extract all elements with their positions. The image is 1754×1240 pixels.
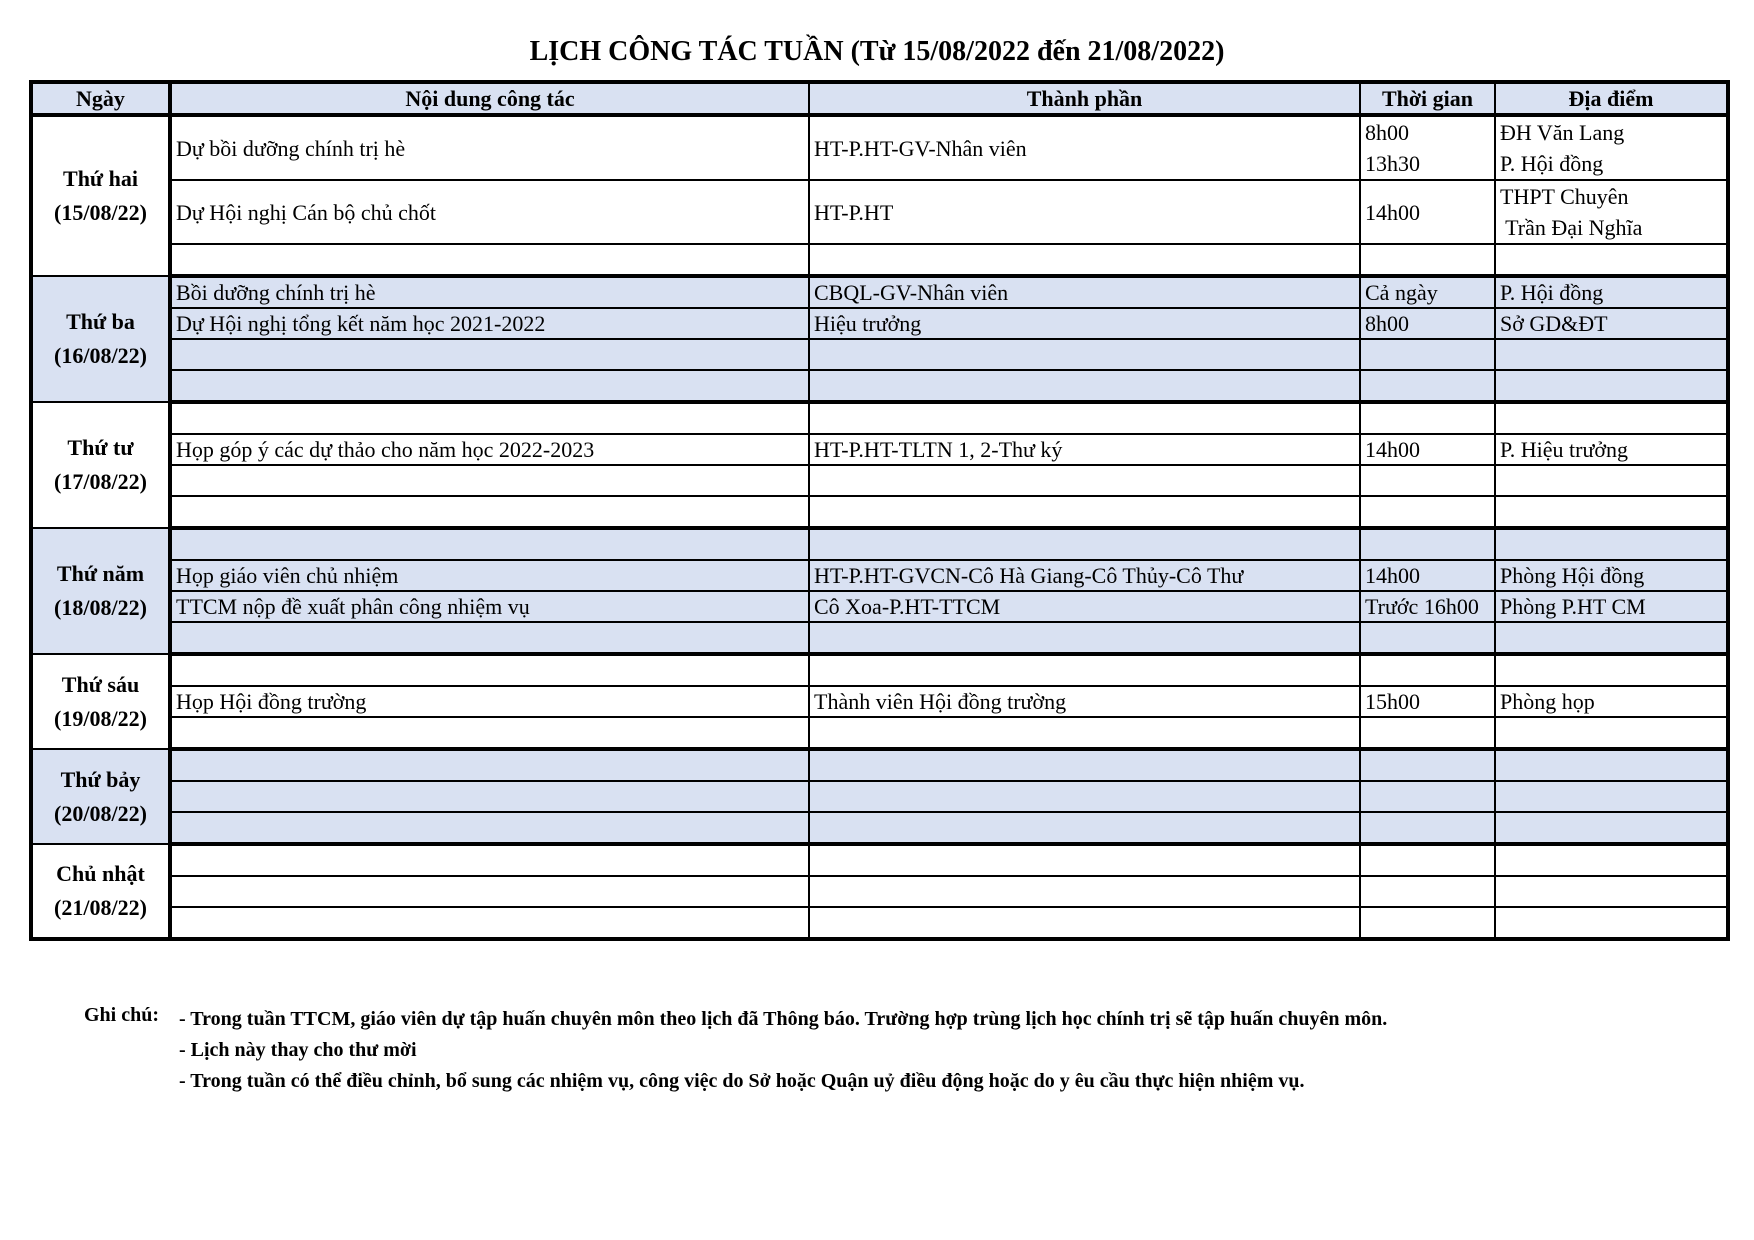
participants-cell — [809, 717, 1360, 749]
location-cell-line: Sở GD&ĐT — [1500, 311, 1608, 336]
content-cell: Dự Hội nghị tổng kết năm học 2021-2022 — [170, 308, 809, 339]
location-cell — [1495, 717, 1728, 749]
location-cell — [1495, 622, 1728, 654]
time-cell — [1360, 434, 1495, 465]
location-cell — [1495, 812, 1728, 844]
participants-cell — [809, 781, 1360, 812]
location-cell — [1495, 402, 1728, 434]
participants-cell — [809, 370, 1360, 402]
participants-cell: Thành viên Hội đồng trường — [809, 686, 1360, 717]
day-cell — [31, 844, 170, 939]
time-cell — [1360, 560, 1495, 591]
content-cell — [170, 496, 809, 528]
schedule-row — [31, 528, 1728, 560]
time-cell — [1360, 180, 1495, 244]
location-cell-line: P. Hội đồng — [1500, 151, 1604, 176]
content-cell: Dự Hội nghị Cán bộ chủ chốt — [170, 180, 809, 244]
time-cell — [1360, 686, 1495, 717]
schedule-row — [31, 622, 1728, 654]
time-cell-line: Cả ngày — [1365, 280, 1438, 305]
schedule-body — [31, 115, 1728, 939]
schedule-row — [31, 308, 1728, 339]
schedule-row — [31, 339, 1728, 370]
time-cell — [1360, 654, 1495, 686]
time-cell-line: 8h00 — [1365, 311, 1409, 336]
location-cell — [1495, 876, 1728, 907]
schedule-row — [31, 402, 1728, 434]
location-cell-line: Phòng P.HT CM — [1500, 594, 1646, 619]
content-cell — [170, 907, 809, 939]
content-cell: Dự bồi dưỡng chính trị hè — [170, 115, 809, 180]
header-row — [31, 82, 1728, 115]
participants-cell — [809, 622, 1360, 654]
time-cell-line: 8h00 — [1365, 120, 1409, 145]
day-date: (15/08/22) — [54, 200, 147, 225]
location-cell-line: P. Hiệu trưởng — [1500, 437, 1629, 462]
location-cell — [1495, 465, 1728, 496]
time-cell — [1360, 339, 1495, 370]
participants-cell — [809, 654, 1360, 686]
time-cell — [1360, 591, 1495, 622]
content-cell — [170, 370, 809, 402]
schedule-row — [31, 591, 1728, 622]
schedule-row — [31, 465, 1728, 496]
day-name: Thứ ba — [66, 309, 135, 334]
location-cell — [1495, 308, 1728, 339]
day-name: Thứ bảy — [60, 766, 141, 792]
day-name: Thứ tư — [67, 435, 134, 460]
content-cell — [170, 339, 809, 370]
time-cell — [1360, 749, 1495, 781]
schedule-row — [31, 370, 1728, 402]
schedule-row — [31, 876, 1728, 907]
note-item: - Trong tuần có thể điều chỉnh, bổ sung các nhiệm vụ, công việc do Sở hoặc Quận uỷ điều động hoặc do y êu cầu thực hiện nhiệm vụ. — [179, 1070, 1305, 1092]
location-cell — [1495, 370, 1728, 402]
participants-cell: HT-P.HT-GV-Nhân viên — [809, 115, 1360, 180]
day-name: Thứ hai — [63, 166, 138, 191]
note-item: - Trong tuần TTCM, giáo viên dự tập huấn chuyên môn theo lịch đã Thông báo. Trường hợp trùng lịch học chính trị sẽ tập huấn chuyên môn. — [179, 1008, 1388, 1030]
header-location: Địa điểm — [1495, 82, 1728, 115]
schedule-row — [31, 907, 1728, 939]
schedule-row — [31, 812, 1728, 844]
location-cell — [1495, 560, 1728, 591]
content-cell — [170, 844, 809, 876]
day-cell — [31, 276, 170, 402]
content-cell — [170, 402, 809, 434]
location-cell — [1495, 180, 1728, 244]
note-item: - Lịch này thay cho thư mời — [179, 1039, 417, 1061]
day-date: (21/08/22) — [54, 895, 147, 920]
header-participants: Thành phần — [809, 82, 1360, 115]
schedule-table — [29, 80, 1730, 941]
time-cell — [1360, 308, 1495, 339]
day-date: (18/08/22) — [54, 595, 147, 620]
content-cell — [170, 717, 809, 749]
content-cell — [170, 876, 809, 907]
schedule-row — [31, 749, 1728, 781]
time-cell — [1360, 465, 1495, 496]
time-cell — [1360, 622, 1495, 654]
participants-cell — [809, 907, 1360, 939]
header-content: Nội dung công tác — [170, 82, 809, 115]
schedule-row — [31, 844, 1728, 876]
time-cell-line: Trước 16h00 — [1365, 594, 1479, 619]
schedule-row — [31, 560, 1728, 591]
location-cell — [1495, 276, 1728, 308]
participants-cell — [809, 844, 1360, 876]
schedule-row — [31, 717, 1728, 749]
time-cell — [1360, 496, 1495, 528]
schedule-row — [31, 781, 1728, 812]
schedule-row — [31, 180, 1728, 244]
time-cell-line: 14h00 — [1365, 437, 1420, 462]
participants-cell — [809, 339, 1360, 370]
time-cell — [1360, 812, 1495, 844]
location-cell — [1495, 115, 1728, 180]
participants-cell — [809, 812, 1360, 844]
location-cell — [1495, 528, 1728, 560]
schedule-row — [31, 686, 1728, 717]
content-cell — [170, 812, 809, 844]
page-title: LỊCH CÔNG TÁC TUẦN (Từ 15/08/2022 đến 21/08/2022) — [529, 36, 1225, 67]
participants-cell — [809, 402, 1360, 434]
day-cell — [31, 115, 170, 276]
location-cell-line: Phòng họp — [1500, 689, 1595, 714]
time-cell — [1360, 115, 1495, 180]
content-cell: Họp giáo viên chủ nhiệm — [170, 560, 809, 591]
content-cell — [170, 465, 809, 496]
participants-cell: CBQL-GV-Nhân viên — [809, 276, 1360, 308]
location-cell — [1495, 496, 1728, 528]
time-cell — [1360, 876, 1495, 907]
location-cell — [1495, 591, 1728, 622]
content-cell: Bồi dưỡng chính trị hè — [170, 276, 809, 308]
location-cell-line: THPT Chuyên — [1500, 184, 1629, 209]
time-cell — [1360, 781, 1495, 812]
location-cell — [1495, 686, 1728, 717]
content-cell: Họp góp ý các dự thảo cho năm học 2022-2023 — [170, 434, 809, 465]
day-name: Thứ năm — [56, 561, 145, 586]
location-cell-line: ĐH Văn Lang — [1500, 120, 1625, 145]
participants-cell — [809, 749, 1360, 781]
day-date: (16/08/22) — [54, 343, 147, 368]
location-cell — [1495, 654, 1728, 686]
time-cell — [1360, 717, 1495, 749]
content-cell — [170, 654, 809, 686]
location-cell — [1495, 434, 1728, 465]
content-cell — [170, 781, 809, 812]
content-cell: Họp Hội đồng trường — [170, 686, 809, 717]
location-cell — [1495, 907, 1728, 939]
day-cell — [31, 749, 170, 844]
header-day: Ngày — [31, 82, 170, 115]
day-date: (20/08/22) — [54, 800, 147, 826]
day-cell — [31, 654, 170, 749]
participants-cell: HT-P.HT-TLTN 1, 2-Thư ký — [809, 434, 1360, 465]
participants-cell — [809, 244, 1360, 276]
time-cell — [1360, 402, 1495, 434]
day-cell — [31, 402, 170, 528]
day-date: (19/08/22) — [54, 705, 147, 731]
participants-cell — [809, 496, 1360, 528]
participants-cell — [809, 465, 1360, 496]
location-cell — [1495, 244, 1728, 276]
schedule-row — [31, 496, 1728, 528]
time-cell-line: 15h00 — [1365, 689, 1420, 714]
time-cell-line: 14h00 — [1365, 199, 1420, 225]
participants-cell — [809, 876, 1360, 907]
location-cell-line: P. Hội đồng — [1500, 280, 1604, 305]
schedule-row — [31, 244, 1728, 276]
time-cell — [1360, 244, 1495, 276]
content-cell — [170, 528, 809, 560]
time-cell-line: 13h30 — [1365, 151, 1420, 176]
content-cell — [170, 749, 809, 781]
schedule-row — [31, 654, 1728, 686]
participants-cell: HT-P.HT — [809, 180, 1360, 244]
schedule-row — [31, 276, 1728, 308]
time-cell — [1360, 370, 1495, 402]
participants-cell — [809, 528, 1360, 560]
notes-label: Ghi chú: — [84, 1004, 160, 1026]
time-cell — [1360, 844, 1495, 876]
time-cell-line: 14h00 — [1365, 563, 1420, 588]
time-cell — [1360, 907, 1495, 939]
content-cell — [170, 622, 809, 654]
content-cell: TTCM nộp đề xuất phân công nhiệm vụ — [170, 591, 809, 622]
day-cell — [31, 528, 170, 654]
content-cell — [170, 244, 809, 276]
location-cell-line: Trần Đại Nghĩa — [1500, 215, 1643, 240]
time-cell — [1360, 528, 1495, 560]
notes-list — [179, 1004, 1629, 1097]
participants-cell: HT-P.HT-GVCN-Cô Hà Giang-Cô Thủy-Cô Thư — [809, 560, 1360, 591]
day-date: (17/08/22) — [54, 469, 147, 494]
schedule-row — [31, 434, 1728, 465]
day-name: Thứ sáu — [61, 671, 140, 697]
location-cell — [1495, 339, 1728, 370]
participants-cell: Hiệu trưởng — [809, 308, 1360, 339]
participants-cell: Cô Xoa-P.HT-TTCM — [809, 591, 1360, 622]
location-cell-line: Phòng Hội đồng — [1500, 563, 1645, 588]
location-cell — [1495, 844, 1728, 876]
day-name: Chủ nhật — [56, 861, 145, 886]
time-cell — [1360, 276, 1495, 308]
location-cell — [1495, 781, 1728, 812]
location-cell — [1495, 749, 1728, 781]
schedule-row — [31, 115, 1728, 180]
header-time: Thời gian — [1360, 82, 1495, 115]
